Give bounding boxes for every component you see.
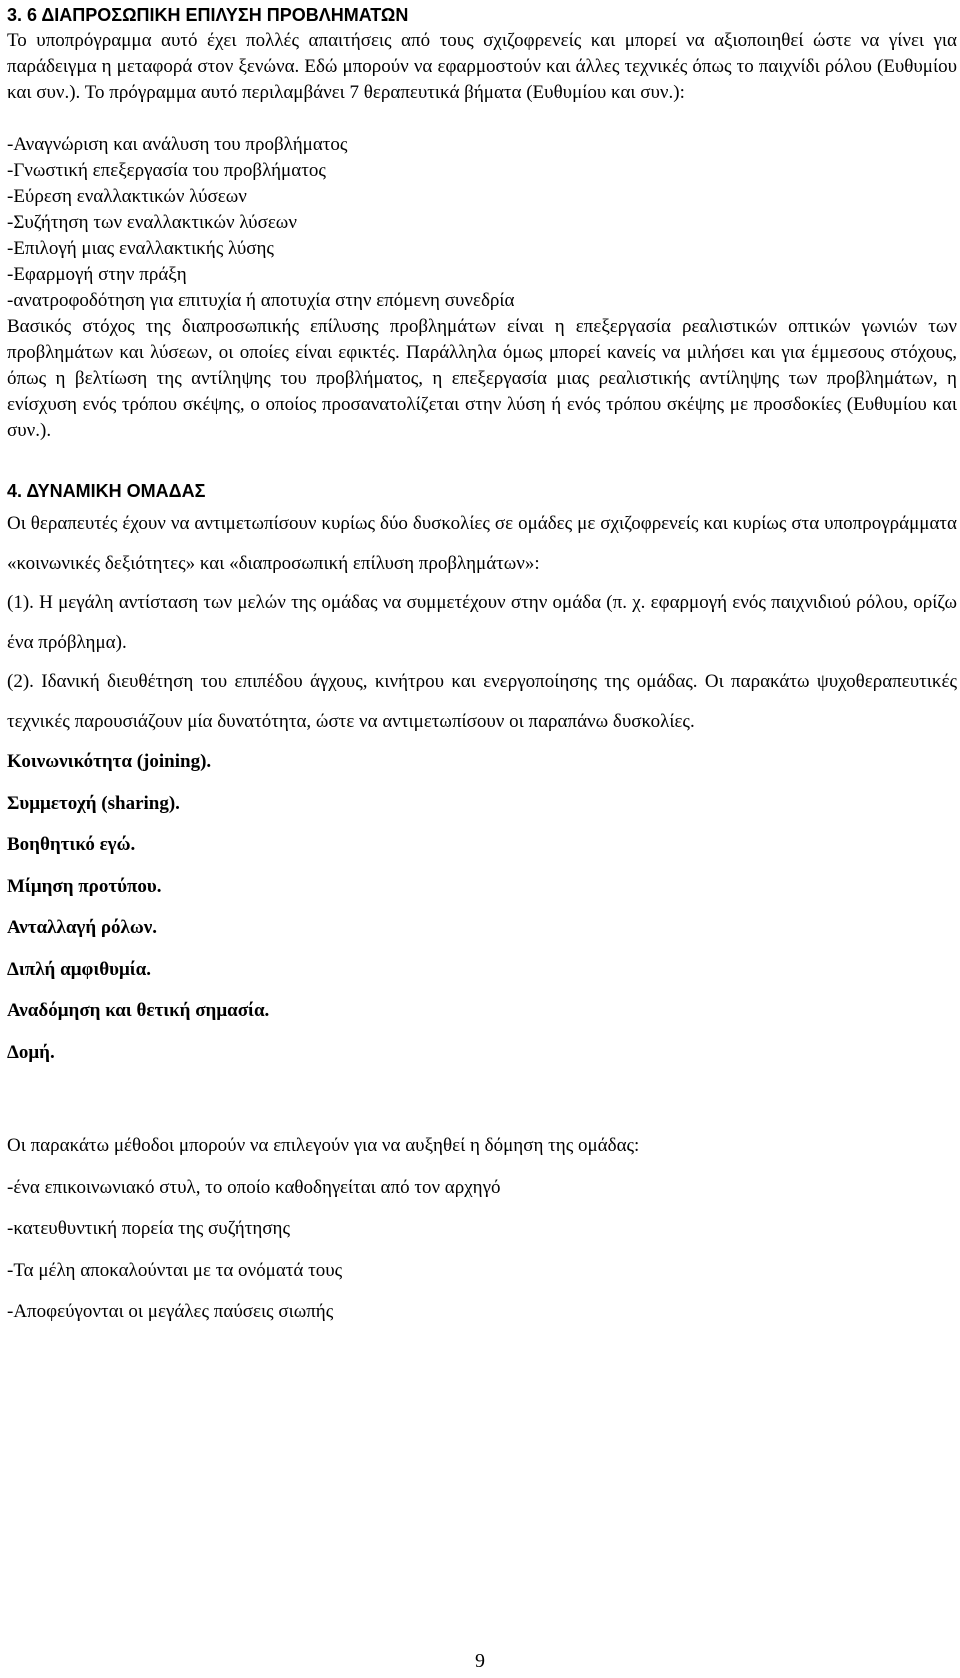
list-item: -Αναγνώριση και ανάλυση του προβλήματος	[7, 134, 348, 155]
method-item: -Τα μέλη αποκαλούνται με τα ονόματά τους	[7, 1259, 343, 1281]
section-4-heading: 4. ΔΥΝΑΜΙΚΗ ΟΜΑΔΑΣ	[7, 481, 206, 501]
technique-item: Συμμετοχή (sharing).	[7, 792, 180, 814]
document-page	[7, 2, 957, 1333]
technique-item: Μίμηση προτύπου.	[7, 875, 162, 897]
list-item: -Εύρεση εναλλακτικών λύσεων	[7, 186, 247, 207]
technique-item: Αναδόμηση και θετική σημασία.	[7, 1000, 270, 1021]
technique-item: Ανταλλαγή ρόλων.	[7, 917, 157, 938]
list-item: -Συζήτηση των εναλλακτικών λύσεων	[7, 212, 297, 233]
list-item: -Εφαρμογή στην πράξη	[7, 264, 187, 285]
section-4-intro: Οι θεραπευτές έχουν να αντιμετωπίσουν κυρίως δύο δυσκολίες σε ομάδες με σχιζοφρενείς και κυρίως στα υποπρογράμματα «κοινωνικές δεξιότητες» και «διαπροσωπική επίλυση προβλημάτων»:	[7, 513, 957, 574]
list-item: -ανατροφοδότηση για επιτυχία ή αποτυχία στην επόμενη συνεδρία	[7, 290, 515, 311]
section-3-6-intro: Το υποπρόγραμμα αυτό έχει πολλές απαιτήσεις από τους σχιζοφρενείς και μπορεί να αξιοποιηθεί ώστε να γίνει για παράδειγμα η μεταφορά στον ξενώνα. Εδώ μπορούν να εφαρμοστούν και άλλες τεχνικές όπως το παιχνίδι ρόλου (Ευθυμίου και συν.). Το πρόγραμμα αυτό περιλαμβάνει 7 θεραπευτικά βήματα (Ευθυμίου και συν.):	[7, 30, 957, 103]
section-3-6-heading: 3. 6 ΔΙΑΠΡΟΣΩΠΙΚΗ ΕΠΙΛΥΣΗ ΠΡΟΒΛΗΜΑΤΩΝ	[7, 5, 409, 25]
section-3-6-goal: Βασικός στόχος της διαπροσωπικής επίλυσης προβλημάτων είναι η επεξεργασία ρεαλιστικών οπτικών γωνιών των προβλημάτων και λύσεων, οι οποίες είναι εφικτές. Παράλληλα όμως μπορεί κανείς να μιλήσει και για έμμεσους στόχους, όπως η βελτίωση της αντίληψης του προβλήματος, η επεξεργασία μιας ρεαλιστικής αντίληψης των προβλημάτων, η ενίσχυση ενός τρόπου σκέψης, ο οποίος προσανατολίζεται στην λύση ή ενός τρόπου σκέψης με προσδοκίες (Ευθυμίου και συν.).	[7, 316, 957, 441]
technique-item: Δομή.	[7, 1041, 55, 1063]
techniques-list	[7, 741, 957, 1073]
methods-intro: Οι παρακάτω μέθοδοι μπορούν να επιλεγούν για να αυξηθεί η δόμηση της ομάδας:	[7, 1135, 640, 1156]
method-item: -κατευθυντική πορεία της συζήτησης	[7, 1218, 291, 1239]
technique-item: Βοηθητικό εγώ.	[7, 834, 136, 855]
difficulty-2: (2). Ιδανική διευθέτηση του επιπέδου άγχους, κινήτρου και ενεργοποίησης της ομάδας. Οι παρακάτω ψυχοθεραπευτικές τεχνικές παρουσιάζουν μία δυνατότητα, ώστε να αντιμετωπίσουν οι παραπάνω δυσκολίες.	[7, 671, 957, 732]
page-number: 9	[475, 1650, 485, 1672]
technique-item: Διπλή αμφιθυμία.	[7, 958, 152, 980]
method-item: -ένα επικοινωνιακό στυλ, το οποίο καθοδηγείται από τον αρχηγό	[7, 1176, 501, 1198]
method-item: -Αποφεύγονται οι μεγάλες παύσεις σιωπής	[7, 1301, 334, 1322]
difficulty-1: (1). Η μεγάλη αντίσταση των μελών της ομάδας να συμμετέχουν στην ομάδα (π. χ. εφαρμογή ενός παιχνιδιού ρόλου, ορίζω ένα πρόβλημα).	[7, 592, 957, 653]
list-item: -Επιλογή μιας εναλλακτικής λύσης	[7, 238, 274, 259]
list-item: -Γνωστική επεξεργασία του προβλήματος	[7, 160, 326, 181]
therapy-steps-list	[7, 132, 957, 314]
methods-list	[7, 1167, 957, 1333]
technique-item: Κοινωνικότητα (joining).	[7, 751, 212, 772]
